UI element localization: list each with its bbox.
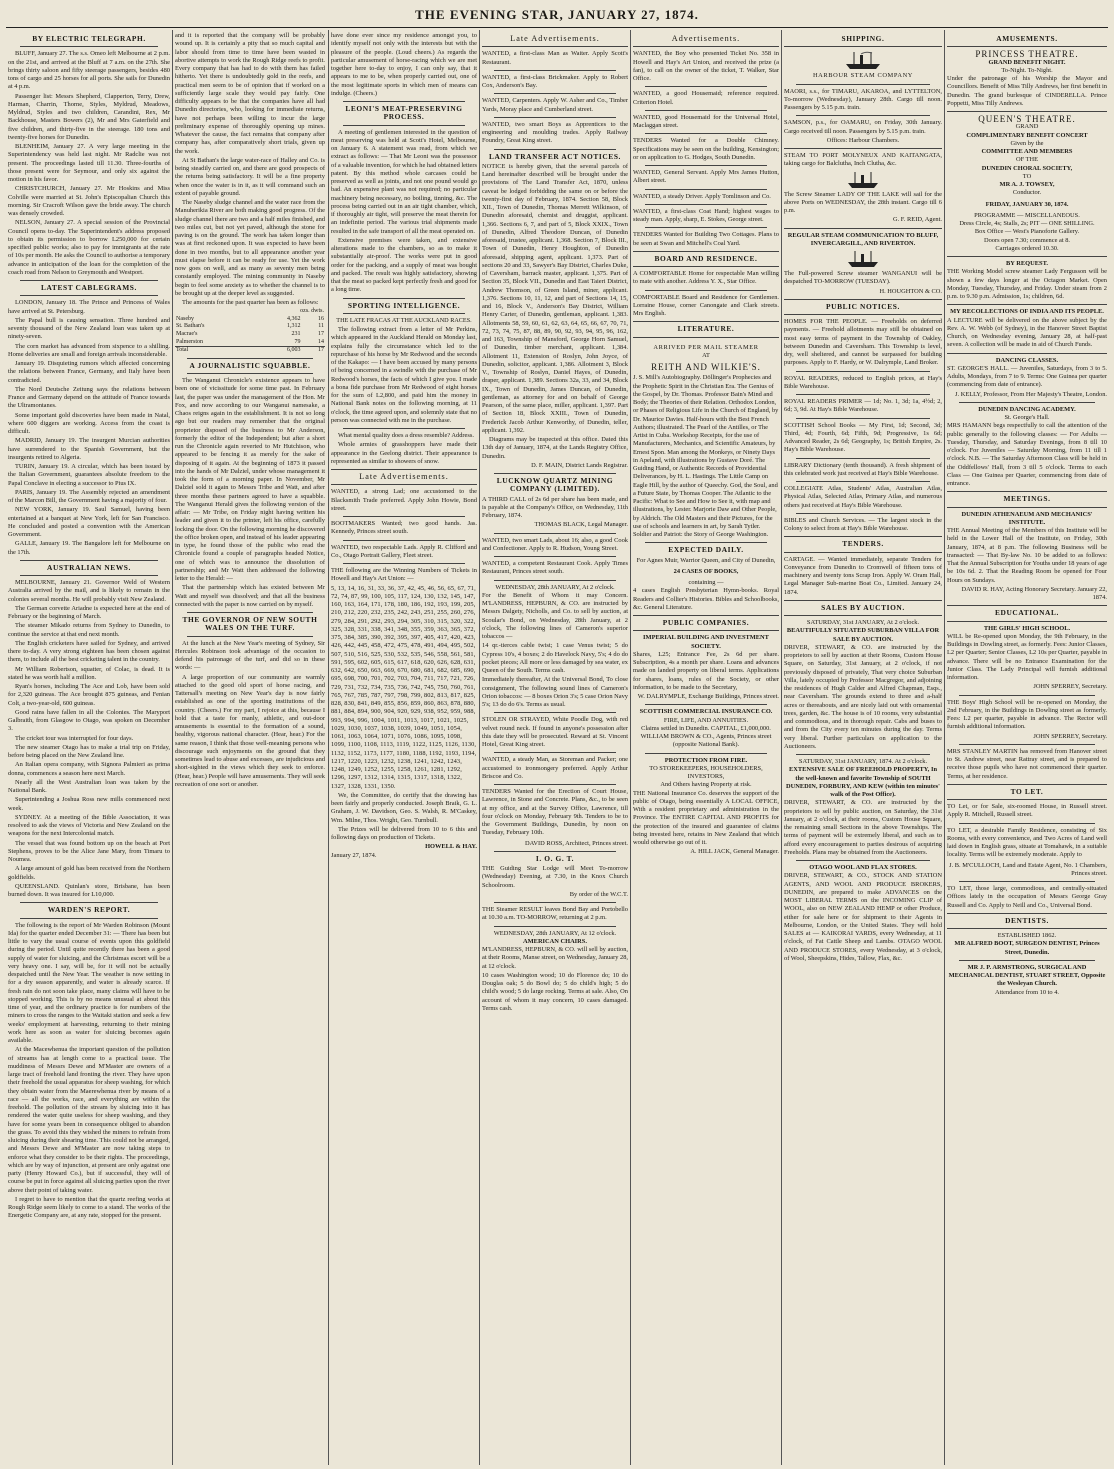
column-5 xyxy=(633,32,779,1464)
company-title: SCOTTISH COMMERCIAL INSURANCE CO. xyxy=(639,708,773,716)
table-row: St. Bathan's 1,312 11 xyxy=(176,323,324,330)
theatre-name: QUEEN'S THEATRE. xyxy=(978,114,1076,124)
table-header: ozs. dwts. xyxy=(300,308,324,315)
signature: HOWELL & HAY. xyxy=(425,843,477,851)
company-title: PROTECTION FROM FIRE. xyxy=(664,756,748,764)
signature: DAVID R. HAY, Acting Honorary Secretary. January 22, 1874. xyxy=(961,585,1107,601)
article-paragraph: QUEENSLAND. Quinlan's store, Brisbane, has been burned down. It was insured for L10,000. xyxy=(8,882,170,898)
signature: DAVID ROSS, Architect, Princes street. xyxy=(524,839,628,847)
signature: J. B. M'CULLOCH, Land and Estate Agent, No. 1 Chambers, Princes street. xyxy=(949,861,1107,877)
company-name: HARBOUR STEAM COMPANY xyxy=(812,72,914,80)
classified-ad: BIBLES and Church Services. — The largest stock in the Colony to select from at Hay's Bible Warehouse. xyxy=(784,516,942,532)
article-paragraph: A meeting of gentlemen interested in the question of meat preserving was held at Scott's Hotel, Melbourne, on January 6. A statement was read, from which we extract as follows: — That Mr Leoni was the possessor of a valuable invention, for which he had obtained letters patent. By this method whole carcases could be preserved as well as joints, and not one pound would go bad. An expensive plant was not required; no particular machinery being necessary, no boiling, tinning, &c. The process being carried out in an air tight chamber, which, if thoroughly air tight, will preserve the meat therein for an indefinite period. The various trial shipments made resulted in the safe transport of all the meat operated on. xyxy=(331,128,477,235)
table-row: Macrae's 231 17 xyxy=(176,331,324,338)
heading-leoni: LEONI'S MEAT-PRESERVING PROCESS. xyxy=(345,104,463,122)
sailing-notice: SAMSON, p.s., for OAMARU, on Friday, 30th January. Cargo received till noon. Passengers by 5.15 p.m. train. xyxy=(784,119,942,135)
heading-sporting: SPORTING INTELLIGENCE. xyxy=(347,300,461,310)
heading-telegraph: BY ELECTRIC TELEGRAPH. xyxy=(32,34,146,43)
article-paragraph: The German corvette Ariadne is expected here at the end of February or the beginning of March. xyxy=(8,604,170,620)
dentist-notice: MR ALFRED BOOT, SURGEON DENTIST, Princes Street, Dunedin. xyxy=(954,940,1100,956)
article-paragraph: I regret to have to mention that the quartz reefing works at Rough Ridge seem likely to come to a stand. The works of the Energetic Company are, at any rate, stopped for the present. xyxy=(8,1195,170,1220)
heading-board-residence: BOARD AND RESIDENCE. xyxy=(654,253,758,263)
notice-text: MRS HAMANN begs respectfully to call the attention of the public generally to the following classes: — For Adults — Tuesday, Thursday, and Saturday Evenings, from 8 till 10 o'clock. For Juveniles — Saturday Morning, from 11 till 1 o'clock. N.B. — The Saturday Afternoon Class will be held in the Oddfellows' Hall, from 3 till 5 o'clock. Terms to each Class — One Guinea per Quarter, commencing from date of entrance. xyxy=(947,422,1107,487)
cases-contents: 4 cases English Presbyterian Hymn-books. Royal Readers and Collier's Histories. Bibles and Schoolbooks, &c. General Literature. xyxy=(633,587,779,611)
column-separator xyxy=(630,30,631,1465)
signature: D. F. MAIN, District Lands Registrar. xyxy=(531,461,628,469)
signature: THOMAS BLACK, Legal Manager. xyxy=(534,521,628,529)
company-title: IMPERIAL BUILDING AND INVESTMENT SOCIETY. xyxy=(643,634,769,650)
concert-line: OF THE xyxy=(1015,156,1039,164)
article-paragraph: BLENHEIM, January 27. A very large meeting in the Superintendency was held last night. Mr Radclie was not present. The proceedings lasted till 11.30. Three-fourths of those present were for Seymour, and only six against the motion in his favor. xyxy=(8,143,170,183)
article-paragraph: The corn market has advanced from sixpence to a shilling. Home deliveries are small and foreign arrivals inconsiderable. xyxy=(8,342,170,358)
article-paragraph: The Naseby sludge channel and the water race from the Manuherikia River are both making good progress. Of the sludge channel there are two and a half miles finished, and two miles cut, but not yet paved, although the stone for paving is on the ground. The work has taken longer than was at first reckoned upon. It was expected to have been done in two months, but to all appearance another year must elapse before it can be ready for use. Yet the work now goes on well, and as many as seventy men being constantly employed. The mining community in Naseby begin to feel some anxiety as to whether the channel is to be brought up at the deeper level as suggested. xyxy=(175,199,325,297)
table-row: Naseby 4,362 16 xyxy=(176,315,324,322)
classified-ad: A COMFORTABLE Home for respectable Man willing to mate with another. Address Y. X., Star Office. xyxy=(633,270,779,286)
heading-lucknow: LUCKNOW QUARTZ MINING COMPANY (LIMITED). xyxy=(496,476,614,494)
event-title: GRAND BENEFIT NIGHT. xyxy=(988,58,1066,66)
masthead: THE EVENING STAR, JANUARY 27, 1874. xyxy=(415,7,699,22)
auction-notice: DRIVER, STEWART, & CO., STOCK AND STATION AGENTS, AND WOOL AND PRODUCE BROKERS, DUNEDIN, are prepared to make ADVANCES on the MOST LIBERAL TERMS on the INCOMING CLIP of WOOL, also on NEW ZEALAND HEMP or other Produce, either for sale here or for shipment to their Agents in Melbourne, London, or the United States. They will hold SALES at — KAIKORAI YARDS, every Wednesday, at 11 o'clock, of Fat Cattle Sheep and Lambs. OTAGO WOOL AND PRODUCE STORES, every Wednesday, at 3 o'clock, of Wool, Sheepskins, Hides, Tallow, Flax, &c. xyxy=(784,872,942,962)
notice-text: ST. GEORGE'S HALL. — Juveniles, Saturdays, from 3 to 5. Adults, Mondays, from 7 to 9. Terms: One Guinea per quarter (commencing from date of entrance). xyxy=(947,364,1107,389)
sailing-notice: MAORI, s.s., for TIMARU, AKAROA, and LYTTELTON, To-morrow (Wednesday), January 28th. Cargo till noon. Passengers by 5.15 p.m. train. xyxy=(784,87,942,111)
auction-notice: DRIVER, STEWART, & CO. are instructed by the proprietors to sell by public auction, on Saturday, the 31st January, at 2 o'clock, at their rooms, Custom House Square, the remaining small Sections in the above Townships. The terms of payment will be extremely liberal, and such as to afford every encouragement to parties desirous of acquiring Freeholds. Plans may be obtained from the Auctioneers. xyxy=(784,799,942,856)
heading-wardens-report: WARDEN'S REPORT. xyxy=(47,905,131,915)
auction-notice: M'LANDRESS, HEPBURN, & CO. will sell by auction, at their Rooms, Manse street, on Wednesday, January 28, at 12 o'clock. xyxy=(482,946,628,970)
heading-literature: LITERATURE. xyxy=(677,324,735,334)
notice-title: MY RECOLLECTIONS OF INDIA AND ITS PEOPLE. xyxy=(950,308,1104,316)
offices-line: Offices: Harbour Chambers. xyxy=(826,136,900,144)
article-paragraph: NEW YORK, January 19. Saul Samuel, having been entertained at a banquet at New York, left for San Francisco. He concluded and posted a convention with the American Government. xyxy=(8,506,170,538)
article-paragraph: Some important gold discoveries have been made in Natal, where 600 diggers are working. Access from the coast is difficult. xyxy=(8,411,170,435)
concert-line: TO xyxy=(1022,172,1032,180)
column-separator xyxy=(781,30,782,1465)
heading-advertisements: Advertisements. xyxy=(671,34,741,43)
notice-title: THE GIRLS' HIGH SCHOOL. xyxy=(983,624,1071,632)
heading-australian-news: AUSTRALIAN NEWS. xyxy=(47,562,131,572)
notice-text: MRS STANLEY MARTIN has removed from Hanover street to St. Andrew street, near Rattray street, and is prepared to receive those pupils who have not commenced their quarter. Terms, at her residence. xyxy=(947,747,1107,780)
article-paragraph: NELSON, January 27. A special session of the Provincial Council opens to-day. The Superintendent's address proposed to obtain its permission to borrow L250,000 for certain specified public works; also to pay for immigrants at the rate of 10s per month. He asks the Council to authorise a temporary advance in anticipation of the loan for the completion of the coach road from Nelson to Greymouth and Westport. xyxy=(8,219,170,276)
notice-subtitle: ESTABLISHED 1862. xyxy=(997,932,1057,939)
theatre-name: PRINCESS THEATRE. xyxy=(975,49,1079,60)
article-paragraph: The Prizes will be delivered from 10 to 6 this and following days on production of Tickets. xyxy=(331,825,477,841)
company-notice: Claims settled in Dunedin. CAPITAL, £1,000,000. WILLIAM BROWN & CO., Agents, Princes street (opposite National Bank). xyxy=(640,724,772,749)
heading-late-advertisements: Late Advertisements. xyxy=(510,34,600,43)
classified-ad: WANTED, a steady Man, as Storeman and Packer; one accustomed to ironmongery preferred. Apply Arthur Briscoe and Co. xyxy=(482,756,628,780)
heading-shipping: SHIPPING. xyxy=(841,34,885,43)
article-paragraph: Nearly all the West Australian loan was taken by the National Bank. xyxy=(8,778,170,794)
signature: G. F. REID, Agent. xyxy=(892,216,942,224)
classified-ad: WANTED, a first-class Coat Hand; highest wages to steady man. Apply, sharp, E. Stokes, George street. xyxy=(633,207,779,223)
article-paragraph: Good rains have fallen in all the Colonies. The Maryport Galbraith, from Glasgow to Otago, was spoken on December 3. xyxy=(8,708,170,733)
date-line: January 27, 1874. xyxy=(331,851,377,859)
heading-tenders: TENDERS. xyxy=(842,539,884,549)
notice-title: BY REQUEST. xyxy=(1006,260,1048,267)
column-separator xyxy=(479,30,480,1465)
article-paragraph: That the partnership which has existed between Mr Watt and myself was dissolved; and that all the business connected with the paper is now carried on by myself. xyxy=(175,584,325,608)
classified-ad: WANTED, two respectable Lads. Apply R. Clifford and Co., Otago Portrait Gallery, Fleet street. xyxy=(331,543,477,559)
signature: H. HOUGHTON & CO. xyxy=(879,287,942,295)
classified-ad: WANTED, a strong Lad; one accustomed to the Blacksmith Trade preferred. Apply John Howie, Bond street. xyxy=(331,488,477,512)
auction-list: 14 qr.-tierces cable twist; 1 case Venus twist; 5 do Cypress 10's, 4 boxes; 2 do Havelock Navy, 5's; 4 do do pocket pieces; All more or less damaged by sea water, ex Queen of the South. Terms cash. xyxy=(482,642,628,674)
heading-sales-by-auction: SALES BY AUCTION. xyxy=(821,602,905,612)
classified-ad: COLLEGIATE Atlas, Students' Atlas, Australian Atlas, Physical Atlas, Selected Atlas, Primary Atlas, and numerous others just received at Hay's Bible Warehouse. xyxy=(784,485,942,509)
concert-date: FRIDAY, JANUARY 30, 1874. xyxy=(985,200,1069,208)
notice-text: THE Working Model screw steamer Lady Fergusson will be shown a few days longer at the Octagon Market. Open Monday, Tuesday, Thursday, and Friday. Under steam from 2 p.m. to 9.30 p.m. Admission, 1s; children, 6d. xyxy=(947,268,1107,300)
classified-ad: WANTED, a steady Driver. Apply Tomlinson and Co. xyxy=(633,192,771,200)
article-paragraph: At the Macewhenua the important question of the pollution of streams has at length come to a practical issue. The muddiness of Messrs Dewe and M'Master are owners of a large tract of freehold land fronting the river. They have upon their freehold the usual apparatus for sheep washing, for which they obtain water from the Maerewhenua river by means of a race — all the works, race, and everything are within the freehold. The pollution of the stream by sluicing into it has rendered the water quite useless for sheep washing, and they have for some years been in consequence obliged to abandon the grass. To avoid this they wished the miners to refrain from sluicing during their shearing time. This could not be arranged, and Messrs Dewe and M'Master are now taking steps to enforce what they consider to be their rights. The proceedings, which are by way of injunction, at present are only against one party (Henry Howard Co.), but if successful, they will of course be put in force against all sluicing parties upon the river above their point of taking water. xyxy=(8,1046,170,1194)
article-paragraph: The steamer Mikado returns from Sydney to Dunedin, to continue the service at that end next month. xyxy=(8,622,170,638)
article-paragraph: At the lunch at the New Year's meeting of Sydney, Sir Hercules Robinson took advantage of the occasion to defend his patronage of the turf, and did so in these words: — xyxy=(175,639,325,672)
article-paragraph: The English cricketers have sailed for Sydney, and arrived there to-day. A very strong eighteen has been chosen against them, to include all the best cricketing talent in the country. xyxy=(8,639,170,664)
article-paragraph: A large amount of gold has been received from the Northern goldfields. xyxy=(8,865,170,881)
article-paragraph: The Papal bull is causing sensation. Three hundred and seventy thousand of the New Zealand loan was taken up at ninety-seven. xyxy=(8,316,170,341)
classified-ad: ROYAL READERS, reduced to English prices, at Hay's Bible Warehouse. xyxy=(784,374,942,390)
heading-dentists: DENTISTS. xyxy=(1005,915,1049,925)
article-paragraph: have done ever since my residence amongst you, to identify myself not only with the interests but with the pleasure of the people. (Loud cheers.) As regards the particular amusement of horse-racing which we are met together here to-day to enjoy, I can only say, that it appears to me to be, when properly carried out, one of the most legitimate sports in which men of means can indulge. (Cheers.) xyxy=(331,32,477,97)
concert-line: Conductor. xyxy=(1012,189,1042,197)
subheading-fracas: THE LATE FRACAS AT THE AUCKLAND RACES. xyxy=(336,316,472,324)
classified-ad: LIBRARY Dictionary (tenth thousand). A fresh shipment of this celebrated work just received at Hay's Bible Warehouse. xyxy=(784,461,942,477)
steamship-icon xyxy=(846,250,880,268)
concert-line: COMMITTEE AND MEMBERS xyxy=(981,148,1073,155)
column-3 xyxy=(331,32,477,1464)
company-subtitle: And Others having Property at risk. xyxy=(660,781,752,789)
classified-ad: TENDERS Wanted for a Double Chimney. Specifications may be seen on the building, Kensington; or on application to G. Hodges, South Dunedin. xyxy=(633,137,779,161)
column-separator xyxy=(944,30,945,1465)
article-paragraph: Extensive premises were taken, and extensive alterations made to the chambers, so as to make it substantially air-proof. The works were put in good order for the packing, and a supply of meat was bought and packed. The result was highly satisfactory, showing that the meat so packed kept perfectly fresh and good for a long time. xyxy=(331,236,477,294)
heading-governor-turf: THE GOVERNOR OF NEW SOUTH WALES ON THE TURF. xyxy=(182,615,318,633)
article-paragraph: The following extract from a letter of Mr Perkins, which appeared in the Auckland Herald on Monday last, explains fully the circumstance which led to the repurchase of his horse by Mr Redwood and the seconds of the Kakapo: — I have been accused by many persons of being concerned in a swindle with the purchase of Mr Redwood's horses, the facts of which I give you. I made a bona fide purchase from Mr Redwood of eight horses for the sum of L2,800, and paid him the money in National Bank notes on the following morning, at 11 o'clock, the time agreed upon, and solemnly state that no person was connected with me in the purchase. xyxy=(331,326,477,424)
article-paragraph: The new steamer Otago has to make a trial trip on Friday, before being placed on the New Zealand line. xyxy=(8,743,170,759)
art-union-intro: THE following are the Winning Numbers of Tickets in Howell and Hay's Art Union: — xyxy=(331,567,477,583)
article-paragraph: Ryan's horses, including The Ace and Lob, have been sold for 2,320 guineas. The Ace brought 875 guineas, and Fenian Colt, a two-year-old, 600 guineas. xyxy=(8,683,170,707)
lodge-notice: THE Guiding Star Lodge will Meet To-morrow (Wednesday) Evening, at 7.30, in the Knox Church Schoolroom. xyxy=(482,865,628,889)
heading-to-let: TO LET. xyxy=(1010,786,1044,796)
classified-ad: WANTED, the Boy who presented Ticket No. 358 in Howell and Hay's Art Union, and received the prize (a fan), to call on the owner of the ticket, T. Walker, Star Office. xyxy=(633,50,779,82)
column-4 xyxy=(482,32,628,1464)
sale-date: SATURDAY, 31st JANUARY, 1874. At 2 o'clock. xyxy=(798,758,928,765)
sailing-notice: The Full-powered Screw steamer WANGANUI will be despatched TO-MORROW (TUESDAY). xyxy=(784,270,942,286)
concert-line: PROGRAMME — MISCELLANEOUS. xyxy=(974,211,1080,219)
concert-line: MR A. J. TOWSEY, xyxy=(999,181,1055,188)
article-paragraph: The vessel that was found bottom up on the beach at Port Stephens, proves to be the Alice Jane Mary, from Timaru to Noumea. xyxy=(8,839,170,863)
classified-ad: WANTED, a first-class Brickmaker. Apply to Robert Cox, Anderson's Bay. xyxy=(482,73,628,89)
heading-land-transfer: LAND TRANSFER ACT NOTICES. xyxy=(489,151,621,161)
article-paragraph: Whole armies of grasshoppers have made their appearance in the Geelong district. Their appearance is represented as similar to showers of snow. xyxy=(331,441,477,465)
classified-ad: WANTED, Carpenters. Apply W. Asher and Co., Timber Yards, Moray place and Cumberland street. xyxy=(482,97,628,113)
notice-title: DUNEDIN DANCING ACADEMY. xyxy=(978,405,1076,413)
gold-returns-table xyxy=(175,308,325,355)
notice-subtitle: Attendance from 10 to 4. xyxy=(994,988,1060,996)
classified-ad: WANTED, two smart Boys as Apprentices to the engineering and moulding trades. Apply Railway Foundry, Great King street. xyxy=(482,120,628,145)
heading-expected-daily: EXPECTED DAILY. xyxy=(668,545,744,555)
classified-ad: TENDERS Wanted for Building Two Cottages. Plans to be seen at Swan and Mitchell's Coal Yard. xyxy=(633,231,779,247)
masthead-rule xyxy=(6,27,1108,28)
article-paragraph: LONDON, January 18. The Prince and Princess of Wales have arrived at St. Petersburg. xyxy=(8,299,170,315)
event-description: Under the patronage of his Worship the Mayor and Councillors. Benefit of Miss Tilly Andrews, her first benefit in Dunedin. The grand burlesque of CINDERELLA. Prince Poppetti, Miss Tilly Andrews. xyxy=(947,75,1107,107)
at-line: AT xyxy=(702,351,710,359)
event-time: To-Night. To-Night. xyxy=(1001,66,1053,74)
heading-iogt: I. O. G. T. xyxy=(535,853,575,863)
article-paragraph: TURIN, January 19. A circular, which has been issued by the Italian Government, guarantees absolute freedom to the Papal Conclave in electing a successor to Pius IX. xyxy=(8,463,170,487)
land-notice: NOTICE is hereby given, that the several parcels of Land hereinafter described will be brought under the provisions of The Land Transfer Act, 1870, unless caveat be lodged forbidding the same on or before the twenty-first day of February, 1874. Section 58, Block XII., Town of Dunedin, Thomas Merrett Wilkinson, of Dunedin aforesaid, chemist and druggist, applicant. 1,366. Sections 6, 7, and part of 5, Block XXIX., Town of Dunedin, Alfred Theodore Duncan, of Dunedin aforesaid, trustee, applicant. 1,368. Section 7, Block III., Town of Dunedin, Henry Houghton, of Dunedin aforesaid, shipping agent, applicant. 1,373. Part of sections 20 and 33, Sawyer's Bay District, Charles Duke, of Caversham, barrack master, applicant. 1,375. Part of Section 35, Block VII., Dunedin and East Taieri District, Andrew Thomson, of Green Island, miner, applicant. 1,376. Sections 10, 11, 12, and part of Sections 14, 15, and 16, Block V., Anderson's Bay District, William Henry Carter, of Dunedin, gentleman, applicant. 1,383. Allotments 58, 59, 60, 61, 62, 63, 64, 65, 66, 67, 70, 71, 72, 73, 74, 75, 87, 88, 89, 90, 92, 93, 94, 95, 96, 162, and 163, Township of Mansford, George Horn Samuel, of Dunedin, timber merchant, applicant. 1,384. Allotment 11, Extension of Roslyn, John Joyce, of Dunedin, solicitor, applicant. 1,386. Allotment 3, Block V., Township of Roslyn, Daniel Hayes, of Dunedin, draper, applicant. 1,389. Sections 32a, 33, and 34, Block IX., Town of Dunedin, James Duncan, of Dunedin, gentleman, as attorney for and on behalf of George Pearson, of the same place, miller, applicant. 1,397. Part of Section 18, Block XXIII., Town of Dunedin, Frederick Jacob Arthur Kenworthy, of Dunedin, teller, applicant. 1,392. xyxy=(482,162,628,434)
heading-late-advertisements: Late Advertisements. xyxy=(359,472,449,481)
classified-ad: HOMES FOR THE PEOPLE. — Freeholds on deferred payments. — Freehold allotments may still be obtained on most easy terms of payment in the Township of Oakley, between Dunedin and Caversham. This Township is level, dry, well sheltered, and cannot be surpassed for building purposes. Apply to F. Hardy, or W. Dalrymple, Land Broker. xyxy=(784,318,942,367)
classified-ad: STOLEN OR STRAYED, White Poodle Dog, with red velvet round neck. If found in anyone's possession after this date they will be prosecuted. Reward at St. Vincent Hotel, Great King street. xyxy=(482,716,628,748)
article-paragraph: Mr William Robertson, squatter, of Colac, is dead. It is stated he was worth half a million. xyxy=(8,665,170,681)
route-title: REGULAR STEAM COMMUNICATION TO BLUFF, INVERCARGILL, AND RIVERTON. xyxy=(787,231,939,247)
containing: containing — xyxy=(688,579,724,586)
concert-line: Box Office — West's Pianoforte Gallery. xyxy=(974,228,1080,236)
column-1 xyxy=(8,32,170,1464)
concert-line: Given by the xyxy=(1010,139,1044,147)
article-paragraph: MADRID, January 19. The insurgent Murcian authorities have surrendered to the Spanish Government, but the insurgents retired to Algeria. xyxy=(8,437,170,461)
steamship-icon xyxy=(844,50,882,70)
sale-title: EXTENSIVE SALE OF FREEHOLD PROPERTY, In the well-known and favorite Township of SOUTH DUNEDIN, FORBURY, AND KEW (within ten minutes' walk of the Post Office). xyxy=(786,766,940,798)
concert-line: GRAND xyxy=(1015,123,1039,131)
heading-cablegrams: LATEST CABLEGRAMS. xyxy=(41,283,137,292)
concert-prices: Dress Circle, 4s; Stalls, 2s; PIT — ONE SHILLING. xyxy=(959,220,1095,227)
sale-title: AMERICAN CHAIRS. xyxy=(523,937,587,945)
winning-numbers: 5, 13, 14, 16, 31, 33, 36, 37, 42, 45, 46, 56, 65, 67, 71, 72, 74, 87, 99, 100, 105, 117, 124, 130, 132, 145, 147, 160, 163, 164, 171, 178, 180, 186, 192, 193, 199, 205, 210, 212, 220, 232, 235, 242, 243, 251, 255, 260, 276, 279, 284, 291, 292, 293, 294, 305, 310, 315, 320, 322, 325, 328, 331, 338, 341, 348, 355, 359, 363, 365, 372, 375, 384, 385, 390, 392, 395, 397, 405, 417, 420, 423, 426, 442, 445, 458, 472, 475, 478, 491, 494, 495, 502, 507, 510, 516, 525, 530, 532, 535, 546, 558, 561, 581, 591, 595, 602, 605, 615, 617, 618, 620, 626, 628, 631, 632, 642, 650, 663, 669, 670, 680, 681, 682, 685, 690, 695, 698, 700, 701, 702, 703, 704, 711, 717, 721, 726, 729, 731, 732, 734, 735, 736, 742, 745, 750, 760, 761, 765, 767, 785, 787, 797, 798, 799, 802, 813, 817, 825, 828, 830, 841, 849, 855, 856, 859, 860, 863, 878, 880, 881, 884, 894, 900, 904, 920, 929, 938, 952, 959, 988, 993, 994, 996, 1004, 1011, 1013, 1017, 1021, 1025, 1029, 1030, 1037, 1038, 1039, 1049, 1051, 1054, 1061, 1063, 1064, 1071, 1076, 1086, 1095, 1098, 1099, 1100, 1108, 1113, 1119, 1122, 1125, 1126, 1130, 1132, 1152, 1173, 1177, 1180, 1188, 1192, 1193, 1194, 1217, 1220, 1223, 1232, 1238, 1241, 1242, 1243, 1248, 1249, 1252, 1255, 1258, 1261, 1281, 1292, 1296, 1297, 1312, 1314, 1315, 1317, 1318, 1322, 1327, 1328, 1331, 1350. xyxy=(331,584,477,790)
signature: By order of the W.C.T. xyxy=(569,890,628,898)
article-paragraph: What mental quality does a dress resemble? Address. xyxy=(338,432,474,439)
article-paragraph: We, the Committee, do certify that the drawing has been fairly and properly conducted. Joseph Braik, G. L. Graham, J. W. Davidson, Geo. S. Walsh, R. M'Caskey, Wm. Milne, Thos. Wright, Geo. Turnbull. xyxy=(331,791,477,824)
article-paragraph: Passenger list: Messrs Shepherd, Clapperton, Terry, Drew, Harman, Charrin, Thorne, Styles, Myldrud, Meadows, Myldrud, Styles and two children, Carandini, Rex, Mr Backhouse, Masters Bowers (2), Mr and Mrs Gaterfield and five children, and thirty-five in the steerage. 180 tons and twenty-five horses for Dunedin. xyxy=(8,92,170,141)
classified-ad: TO LET, those large, commodious, and centrally-situated Offices lately in the occupation of Messrs George Gray Russell and Co. Apply to Neill and Co., Universal Bond. xyxy=(947,885,1107,909)
classified-ad: ROYAL READERS PRIMER — 1d; No. 1, 3d; 1a, 4½d; 2, 6d; 3, 9d. At Hay's Bible Warehouse. xyxy=(784,398,942,414)
classified-ad: CARTAGE. — Wanted immediately, separate Tenders for Conveyance from Dunedin to Cromwell of fifteen tons of machinery and twenty tons Scrap Iron. Apply W. Oram Hall, Legal Manager Sub-marine Boat Co., Limited. January 24, 1874. xyxy=(784,555,942,596)
sale-date: WEDNESDAY, 28th JANUARY, At 2 o'clock. xyxy=(495,583,615,591)
notice-title: DUNEDIN ATHENAEUM AND MECHANICS' INSTITUTE. xyxy=(961,510,1093,526)
heading-journalistic-squabble: A JOURNALISTIC SQUABBLE. xyxy=(189,360,311,370)
column-separator xyxy=(328,30,329,1465)
classified-ad: WANTED, General Servant. Apply Mrs James Hutton, Albert street. xyxy=(633,169,779,185)
sale-title: BEAUTIFULLY SITUATED SUBURBAN VILLA FOR SALE BY AUCTION. xyxy=(786,627,940,643)
table-row: Palmerston 79 14 xyxy=(176,338,324,345)
classified-ad: WANTED, a good Housemaid; reference required. Criterion Hotel. xyxy=(633,90,779,106)
classified-ad: BOOTMAKERS Wanted; two good hands. Jas. Kennedy, Princes street south. xyxy=(331,520,477,536)
notice-title: DANCING CLASSES. xyxy=(995,356,1059,364)
sale-date: WEDNESDAY, 28th JANUARY, At 12 o'clock. xyxy=(493,929,617,937)
company-subtitle: TO STOREKEEPERS, HOUSEHOLDERS, INVESTORS, xyxy=(649,764,763,780)
article-paragraph: At St Bathan's the large water-race of Halley and Co. is being steadily carried on, and there are good prospects of the returns being satisfactory. It will be a fine property when once the water is in it, as it will command such an extent of payable ground. xyxy=(175,156,325,197)
column-2 xyxy=(175,32,325,1464)
auction-notice: DRIVER, STEWART, & CO. are instructed by the proprietors to sell by auction at their Rooms, Custom House Square, on Saturday, 31st January, at 2 o'clock, if not previously disposed of privately, That very choice Suburban Villa, lately occupied by Professor Macgregor, and adjoining the residences of Hugh Calder and Alfred Chapman, Esqs., near Caversham. The grounds extend to three and a-half acres or thereabouts, and are nicely laid out with ornamental trees, garden, &c. The house is of 10 rooms, very substantial and commodious, and in thorough repair. Cabs and buses to and from the City every ten minutes during the day. Terms very liberal. Further particulars on application to the Auctioneers. xyxy=(784,643,942,750)
article-paragraph: The cricket tour was interrupted for four days. xyxy=(15,734,134,742)
company-notice: Shares, L25; Entrance Fee, 2s 6d per share. Subscription, 4s a month per share. Loans and advances made on landed property on liberal terms. Applications for shares, loans, rules of the Society, or other information, to be made to the Secretary, xyxy=(633,650,779,691)
classified-ad: WANTED, a competent Restaurant Cook. Apply Times Restaurant, Princes street south. xyxy=(482,560,628,576)
book-list: J. S. Mill's Autobiography. Döllinger's Prophecies and the Prophetic Spirit in the Christian Era. The Genius of the Gospel, by Dr. Thomas. Professor Bain's Mind and Body; the Theories of their Relation. Orthodox London, or Phases of Religious Life in the Church of England, by Dr. Maurice Davies. Half-hours with the Best French Authors; illustrated. The Pearl of the Antilles, or The Artist in Cuba. Workshop Receipts, for the use of Manufacturers, Mechanics, and Scientific Amateurs, by Ernest Spon. Man among the Monkeys, or Ninety Days in Apeland, with illustrations by Gustave Doré. The Guiding Hand, or Authentic Records of Providential Deliverances, by H. L. Hastings. The Little Camp on Eagle Hill, by the author of Queechy. God, the Soul, and a Future State, by Thomas Cooper. The Atlantic to the Pacific: What to See and How to See it, with map and illustrations, by Lester. Marjorie Daw and Other People, by Aldrich. The Old Masters and their Pictures, for the use of schools and learners in art, by Sarah Tytler. Soldier and Patriot: the Story of George Washington. xyxy=(633,374,779,538)
column-7 xyxy=(947,32,1107,1464)
notice-text: WILL be Re-opened upon Monday, the 9th February, in the Buildings in Dowling street, as formerly. Fees: Junior Classes, L2 per Quarter; Senior Classes, L2 10s per Quarter, payable in advance. There will be no Entrance Examination for the Junior Class. The Lady Principal will furnish additional information. xyxy=(947,632,1107,681)
sailing-notice: The Screw Steamer LADY OF THE LAKE will sail for the above Ports on WEDNESDAY, the 28th instant. Cargo till 6 p.m. xyxy=(784,190,942,214)
cases-count: 24 CASES OF BOOKS, xyxy=(673,567,739,575)
signature: JOHN SPERREY, Secretary. xyxy=(1033,683,1107,691)
notice-subtitle: St. George's Hall. xyxy=(1004,414,1050,421)
signature: JOHN SPERREY, Secretary. xyxy=(1033,732,1107,740)
notice-text: THE Boys' High School will be re-opened on Monday, the 2nd February, in the Buildings in Dowling street as formerly. Fees: L2 per quarter, payable in advance. The Rector will furnish additional information. xyxy=(947,698,1107,731)
table-row: Total 6,003 17 xyxy=(176,347,324,354)
expected-ships: For Agnes Muir, Warrior Queen, and City of Dunedin, xyxy=(636,556,776,564)
article-paragraph: Superintending a Joshua Ross new mills commenced next week. xyxy=(8,796,170,812)
article-paragraph: BLUFF, January 27. The s.s. Omeo left Melbourne at 2 p.m. on the 21st, and arrived at the Bluff at 7 a.m. on the 27th. She brings thirty saloon and fifty steerage passengers, besides 480 tons of cargo and 25 horses for all ports. She sails for Dunedin at 4 p.m. xyxy=(8,50,170,91)
dentist-notice: MR J. P. ARMSTRONG, SURGICAL AND MECHANICAL DENTIST, STUART STREET, Opposite the Wesleyan Church. xyxy=(948,963,1106,988)
column-separator xyxy=(172,30,173,1465)
article-paragraph: MELBOURNE, January 21. Governor Weld of Western Australia arrived by the mail, and is likely to remain in the colonies several months. He will probably visit New Zealand. xyxy=(8,579,170,603)
article-paragraph: The Nord Deutsche Zeitung says the relations between France and Germany depend on the attitude of France towards the Ultramontanes. xyxy=(8,385,170,410)
firm-name: REITH AND WILKIE'S. xyxy=(651,362,761,372)
concert-line: Carriages ordered 10.30. xyxy=(995,244,1059,252)
company-notice: THE National Insurance Co. deserves the support of the public of Otago, being essentially A LOCAL OFFICE, With a resident proprietary and administration in the Province. The ENTIRE CAPITAL AND PROFITS for the protection of the insured and guarantee of claims being invested here, retains in New Zealand that which would otherwise go out of it. xyxy=(633,789,779,846)
heading-amusements: AMUSEMENTS. xyxy=(996,34,1058,43)
auction-list: 10 cases Washington wood; 10 do Florence do; 10 do Douglas oak; 5 do Bowl do; 5 do child's high; 5 do child's wood; 5 do large rocking. Terms at sale. Also, On account of whom it may concern, 10 cases damaged. Terms cash. xyxy=(482,971,628,1012)
classified-ad: TENDERS Wanted for the Erection of Court House, Lawrence, in Stone and Concrete. Plans, &c., to be seen at my office, and at the Survey Office, Lawrence, till four o'clock on Monday, February 9th. Tenders to be to the Government Buildings, Dunedin, by noon on Tuesday, February 10th. xyxy=(482,788,628,837)
article-paragraph: SYDNEY. At a meeting of the Bible Association, it was resolved to ask the views of Victoria and New Zealand on the weapons for the next Intercolonial match. xyxy=(8,813,170,838)
classified-ad: WANTED, two smart Lads, about 16; also, a good Cook and Confectioner. Apply to R. Hudson, Young Street. xyxy=(482,536,628,552)
article-paragraph: Diagrams may be inspected at this office. Dated this 13th day of January, 1874, at the Lands Registry Office, Dunedin. xyxy=(482,436,628,460)
article-paragraph: The amounts for the past quarter has been as follows: xyxy=(182,299,319,306)
heading-meetings: MEETINGS. xyxy=(1003,494,1051,504)
sailing-notice: STEAM TO PORT MOLYNEUX AND KAITANGATA, taking cargo for Balclutha, Inch Clutha, &c. xyxy=(784,152,942,168)
concert-title: COMPLIMENTARY BENEFIT CONCERT xyxy=(966,131,1088,139)
signature: W. DALRYMPLE, Exchange Buildings, Princes street. xyxy=(637,693,779,700)
sale-title: OTAGO WOOL AND FLAX STORES. xyxy=(809,864,917,871)
signature: A. HILL JACK, General Manager. xyxy=(690,848,779,856)
auction-notice: For the Benefit of Whom it may Concern. M'LANDRESS, HEPBURN, & CO. are instructed by Messrs Dalgety, Nicholls, and Co. to sell by auction, at Scoular's Bond, on Wednesday, 28th January, at 2 o'clock, The following lines of Cameron's superior tobaccos — xyxy=(482,591,628,640)
mail-steamer-line: ARRIVED PER MAIL STEAMER xyxy=(653,343,759,351)
heading-educational: EDUCATIONAL. xyxy=(995,608,1059,618)
heading-public-notices: PUBLIC NOTICES. xyxy=(826,301,900,311)
article-paragraph: GALLE, January 19. The Bangalore left for Melbourne on the 17th. xyxy=(8,540,170,556)
notice-text: A LECTURE will be delivered on the above subject by the Rev. A. W. Webb (of Sydney), in the Hanover Street Baptist Church, on Wednesday evening, January 28, at half-past seven. A collection will be made in aid of Church Funds. xyxy=(947,316,1107,349)
classified-ad: WANTED, a first-class Man as Waiter. Apply Scott's Restaurant. xyxy=(482,50,628,66)
classified-ad: WANTED, good Housemaid for the Universal Hotel, Maclaggan street. xyxy=(633,113,779,129)
classified-ad: TO LET, a desirable Family Residence, consisting of Six Rooms, with every convenience, and Two Acres of Land well laid down in English grass, situate at Tomahawk, in a suitable locality. Terms will be extremely moderate. Apply to xyxy=(947,826,1107,859)
heading-public-companies: PUBLIC COMPANIES. xyxy=(662,618,750,627)
classified-ad: TO Let, or for Sale, six-roomed House, in Russell street. Apply R. Mitchell, Russell street. xyxy=(947,803,1107,819)
concert-line: DUNEDIN CHORAL SOCIETY, xyxy=(981,164,1073,172)
column-6 xyxy=(784,32,942,1464)
auction-list: Immediately thereafter, At the Universal Bond, To close consignment, The following sound lines of Cameron's Orion tobaccos: — 8 boxes Orion 3's; 5 case Orion Navy 5's; 13 do do 6's. Terms as usual. xyxy=(482,676,628,708)
article-paragraph: and it is reported that the company will be probably wound up. It is certainly a pity that so much capital and labor should from time to time have been wasted in abortive attempts to work the Rough Ridge reefs to profit. Every company that has had to do with them has failed hitherto. Yet there is undoubtedly gold in the reefs, and practical men seem to be of opinion that if worked on a sufficiently large scale they would pay fairly. One difficulty appears to be that the companies have all had Dunedin directories, who, looking for immediate returns, have not perhaps been willing to incur the large preliminary expense of thoroughly opening up mines. Whatever the cause, the fact remains that company after company has, after comparatively short trials, given up the work. xyxy=(175,32,325,155)
notice-text: THE Annual Meeting of the Members of this Institute will be held in the Lower Hall of the Institute, on Friday, 30th January, 1874, at 8 p.m. The following Business will be transacted: — That By-law No. 10 be added to as follows: That the Annual Subscription for Youths under 18 years of age be 10s 6d. 2. That the Reading Room be opened for Four Hours on Sundays. xyxy=(947,527,1107,584)
company-notice: A THIRD CALL of 2s 6d per share has been made, and is payable at the Company's Office, on Wednesday, 11th February, 1874. xyxy=(482,495,628,519)
steamer-notice: THE Steamer RESULT leaves Bond Bay and Portobello at 10.30 a.m. TO-MORROW, returning at 2 p.m. xyxy=(482,906,628,922)
article-paragraph: January 19. Disquieting rumors which affected concerning the relations between France, Germany, and Italy have been contradicted. xyxy=(8,360,170,384)
signature: J. KELLY, Professor, From Her Majesty's Theatre, London. xyxy=(955,390,1107,398)
classified-ad: COMFORTABLE Board and Residence for Gentlemen. Lorraine House, corner Canongate and Clark streets. Mrs English. xyxy=(633,293,779,317)
article-paragraph: PARIS, January 19. The Assembly rejected an amendment of the Marcon Bill, the Government having a majority of four. xyxy=(8,488,170,504)
article-paragraph: CHRISTCHURCH, January 27. Mr Hoskins and Miss Colville were married at St. John's Episcopalian Church this morning. Sir Cracroft Wilson gave the bride away. The church was densely crowded. xyxy=(8,185,170,217)
company-subtitle: FIRE, LIFE, AND ANNUITIES. xyxy=(663,716,749,724)
article-paragraph: A large proportion of our community are warmly attached to the good old sport of horse racing, and Tattersall's meeting on New Year's day is now fairly established as one of the sporting institutions of the country. (Cheers.) For my part, I rejoice at this, because I hold that a taste for manly, athletic, and out-door amusements is essential to the formation of a sound, healthy, vigorous national character. (Hear, hear.) For the same reason, I think that those well-meaning persons who discourage such enjoyments on the ground that they sometimes lead to abuse and excesses, are injudicious and short-sighted in the views which they seek to enforce. (Hear, hear.) People will have amusements. They will seek recreation of one sort or another. xyxy=(175,673,325,788)
steamship-icon xyxy=(846,171,880,189)
article-paragraph: An Italian opera company, with Signora Palmieri as prima donna, commences a season here next March. xyxy=(8,761,170,777)
article-paragraph: The following is the report of Mr Warden Robinson (Mount Ida) for the quarter ended December 31: — There has been but little to vary the usual course of events upon this goldfield during the period. Until quite recently there has been a good supply of water for sluicing, and the Christmas escort will be a very heavy one. I say, will be, for it will not be actually despatched until the New Year. The weather is now setting in for a dry season apparently, and water is already scarce. If fresh rain do not soon take place, many claims will have to be stopped working. This is by no means unusual at about this time of year, and the ordinary practice is for numbers of the miners to cross the ranges to the Waitaki station and seek a few weeks' employment at harvesting, returning to their mining work here as soon as water for sluicing becomes again available. xyxy=(8,921,170,1044)
sale-date: SATURDAY, 31st JANUARY, At 2 o'clock. xyxy=(806,619,920,626)
classified-ad: SCOTTISH School Books — My First, 1d; Second, 3d; Third, 4d; Fourth, 6d; Fifth, 9d; Progressive, 1s 6d; Advanced Reader, 2s 6d; Geography, 1s; British Empire, 2s. Hay's Bible Warehouse. xyxy=(784,421,942,454)
concert-line: Doors open 7.30; commence at 8. xyxy=(983,236,1071,244)
article-paragraph: The Wanganui Chronicle's existence appears to have been one of vicissitude for some time past. In February last, the paper was under the management of the Hon. Mr Fox, and now according to our Wanganui namesake, a Chaos reigns again in the establishment. It is not so long ago but our readers may remember that the original proprietor disposed of the business to Mr Anderson, formerly the editor of the Independent; but after a short run the Chronicle again reverted to Mr Hutchison, who appeared to be fencing it as merely for the sake of disposing of it again. At the beginning of 1873 it passed into the hands of Mr Dalziel, under whose management it took the form of a morning paper. In November, Mr Dalziel sold it again to Messrs Tribe and Watt, and after three months these partners agreed to have a squabble. The Wanganui Herald gives the following version of the affair: — Mr Tribe, on Friday night having written his leader and given it to the printer, left his office, carefully locking the door. On the following morning he discovered the office broken open, and instead of his leader appearing in type, he found those of the public who read the Chronicle found a couple of paragraphs headed Notice, one of which was to announce the dissolution of partnership; and Mr Watt then addressed the following letter to the Herald: — xyxy=(175,377,325,583)
